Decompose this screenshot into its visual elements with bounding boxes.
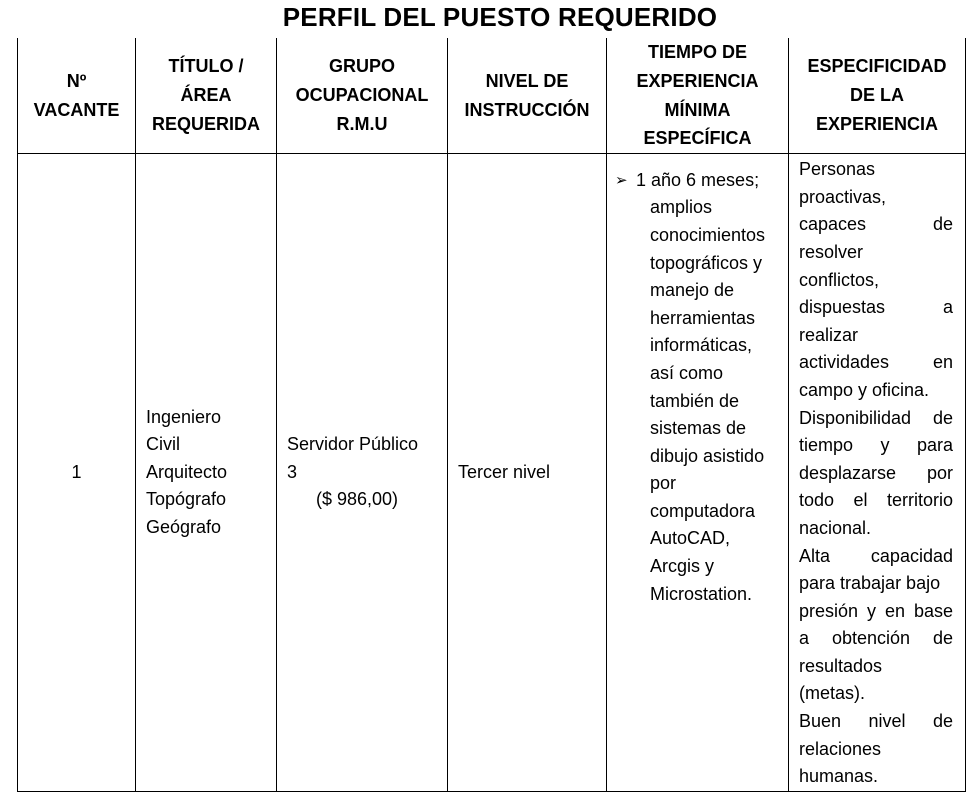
header-text: DE LA xyxy=(850,85,904,106)
specificity-line: resolver xyxy=(799,241,864,262)
specificity-line: campo y oficina. xyxy=(799,379,930,400)
header-text: OCUPACIONAL xyxy=(295,85,429,106)
specificity-line: para trabajar bajo xyxy=(799,573,941,594)
education-level: Tercer nivel xyxy=(448,154,607,792)
header-text: VACANTE xyxy=(33,99,120,120)
specificity-line: proactivas, xyxy=(799,186,887,207)
specificity-line: Buen nivel de xyxy=(799,711,953,732)
header-group xyxy=(277,38,448,154)
experience-specificity xyxy=(789,154,966,792)
specificity-line: capaces de xyxy=(799,214,953,235)
header-experience xyxy=(607,38,789,154)
specificity-line: Disponibilidad de xyxy=(799,407,953,428)
specificity-line: a obtención de xyxy=(799,628,953,649)
experience-line: así como xyxy=(650,362,724,383)
experience-cell xyxy=(607,154,789,792)
header-text: TIEMPO DE xyxy=(647,42,747,62)
required-titles xyxy=(136,154,277,792)
specificity-line: humanas. xyxy=(799,766,879,787)
job-profile-table xyxy=(17,38,966,792)
experience-line: amplios xyxy=(650,197,713,218)
experience-line: Microstation. xyxy=(650,583,753,604)
experience-line: AutoCAD, xyxy=(650,528,731,549)
occupational-group xyxy=(277,154,448,792)
experience-line: Arcgis y xyxy=(650,556,715,577)
specificity-line: tiempo y para xyxy=(799,435,953,456)
specificity-line: Personas xyxy=(799,159,876,180)
experience-line: herramientas xyxy=(650,307,756,328)
header-text: REQUERIDA xyxy=(151,113,260,134)
specificity-line: conflictos, xyxy=(799,269,880,290)
header-text: MÍNIMA xyxy=(664,99,731,120)
experience-line: dibujo asistido xyxy=(650,445,765,466)
header-title xyxy=(136,38,277,154)
header-text: NIVEL DE xyxy=(485,70,569,91)
header-text: ÁREA xyxy=(180,85,232,106)
experience-line: informáticas, xyxy=(650,335,753,356)
specificity-line: resultados xyxy=(799,655,883,676)
title-item: Geógrafo xyxy=(146,516,222,537)
header-text: R.M.U xyxy=(336,113,388,134)
specificity-line: todo el territorio xyxy=(799,490,953,511)
header-level xyxy=(448,38,607,154)
specificity-lines xyxy=(799,156,953,791)
header-text: Nº xyxy=(66,70,87,91)
specificity-line: dispuestas a xyxy=(799,297,953,318)
experience-line: topográficos y xyxy=(650,252,763,273)
group-grade: 3 xyxy=(287,461,298,482)
header-text: ESPECÍFICA xyxy=(643,128,752,149)
table-row xyxy=(18,154,966,792)
header-text: INSTRUCCIÓN xyxy=(464,99,590,120)
title-item: Civil xyxy=(146,434,180,455)
specificity-line: desplazarse por xyxy=(799,462,953,483)
header-num xyxy=(18,38,136,154)
experience-line: también de xyxy=(650,390,740,411)
experience-bullet xyxy=(615,167,784,609)
experience-line: por xyxy=(650,473,677,494)
title-item: Arquitecto xyxy=(146,461,228,482)
header-row xyxy=(18,38,966,154)
experience-line: conocimientos xyxy=(650,224,766,245)
header-specificity xyxy=(789,38,966,154)
header-text: TÍTULO / xyxy=(168,56,244,77)
arrow-bullet-icon: ➢ xyxy=(615,171,628,189)
title-item: Topógrafo xyxy=(146,489,227,510)
experience-line: computadora xyxy=(650,500,756,521)
salary-value: ($ 986,00) xyxy=(316,489,399,510)
specificity-line: presión y en base xyxy=(799,600,953,621)
specificity-line: nacional. xyxy=(799,517,872,538)
experience-line: manejo de xyxy=(650,280,735,301)
title-item: Ingeniero xyxy=(146,406,222,427)
header-text: EXPERIENCIA xyxy=(815,113,939,134)
vacancy-number: 1 xyxy=(18,154,136,792)
experience-first-line: 1 año 6 meses; xyxy=(636,169,760,190)
specificity-line: realizar xyxy=(799,324,859,345)
specificity-line: Alta capacidad xyxy=(799,545,953,566)
group-name: Servidor Público xyxy=(287,434,419,455)
specificity-line: (metas). xyxy=(799,683,866,704)
page-title: PERFIL DEL PUESTO REQUERIDO xyxy=(282,2,718,32)
header-text: ESPECIFICIDAD xyxy=(807,56,947,77)
specificity-line: actividades en xyxy=(799,352,953,373)
header-text: GRUPO xyxy=(328,56,395,77)
experience-line: sistemas de xyxy=(650,418,747,439)
specificity-line: relaciones xyxy=(799,738,882,759)
header-text: EXPERIENCIA xyxy=(636,70,759,91)
